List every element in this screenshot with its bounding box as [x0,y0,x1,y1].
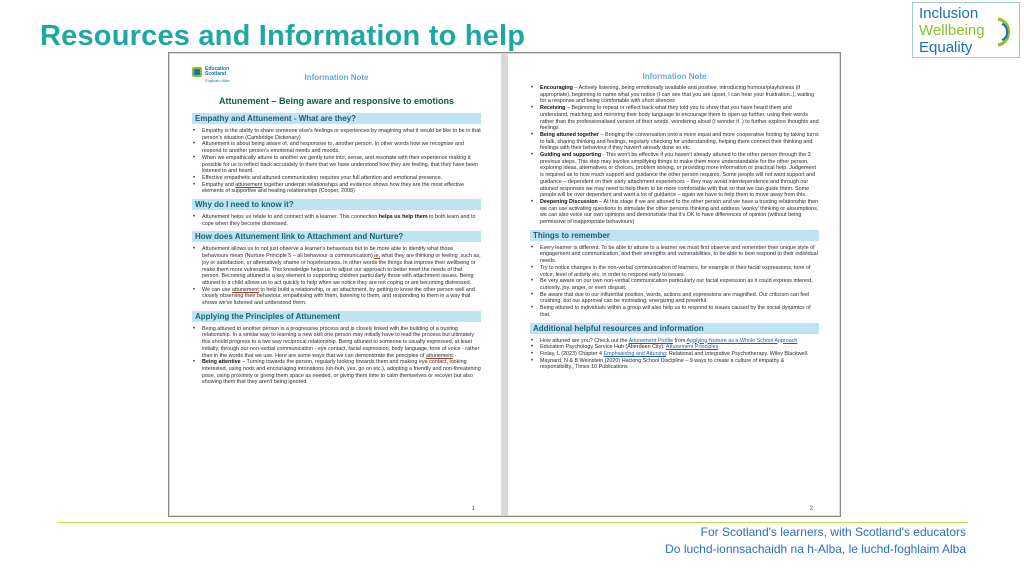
text-run: Being attuned to another person is a progressive process and is closely linked with the building of a trusting relationship. In a similar way to learning a new skill one person may initially have to lead the process but ultimately this should progress to a two way reciprocal relationship. Being attuned to someone is usually expressed, at least initially, through our non-verbal communication - eye contact, facial expression, body language, tone of voice - rather than in the words that we use. Here are some ways that we can demonstrate the principles of [202,325,480,359]
logo-word-equality: Equality [919,39,973,56]
info-note-label: Information Note [642,72,707,81]
list-item [192,326,481,360]
list-item: • Be very aware on our own non-verbal communication particularly our facial expression as it could express interest, curiosity, joy, anger, or even disgust. [530,278,819,291]
bold-run: helps us help them [378,214,428,221]
document-title: Attunement – Being aware and responsive to emotions [218,96,455,106]
list-item [192,287,481,307]
list-item [192,359,481,386]
bold-run: Being attuned together [540,131,599,138]
list-item: • When we empathically attune to another we gently tune into, sense, and resonate with their experience making it possible for us to reflect back accurately to them that we have understood how they are feeling, that they have been listened to and heard. [192,155,481,175]
section-heading: Empathy and Attunement - What are they? [192,113,481,124]
bullet-list [192,246,481,306]
text-run: to both learn and to cope when they become distressed. [202,214,476,227]
bullet-list [192,214,481,227]
text-run: Attunement allows us to not just observe a learner's behaviours but to be more able to identify what those behaviours mean (Nurture Principle 5 – all behaviour is communication) [202,246,454,260]
spellcheck-word: attunement [425,352,453,359]
text-run: – Actively listening, being emotionally available and positive, introducing humour/playfulness (if appropriate), beginning to name what you notice (I can see that you are upset, I can hear your frustration..), waiting for a response and being comfortable with short silences [540,85,815,105]
logo-word-inclusion: Inclusion [919,5,979,22]
bullet-list [192,128,481,195]
text-run: Empathy and [202,181,236,188]
text-run: Attunement helps us relate to and connect with a learner. This connection [202,214,379,221]
spellcheck-word: ie, [374,253,380,260]
section-heading: Things to remember [530,230,819,241]
text-run: How attuned are you? Check out the [540,337,629,344]
text-run: Education Psychology Service Hub (Aberdeen City): [540,344,666,351]
text-run: - This won't be effective if you haven't already attuned to the other person through the 3 previous steps. This step may involve simplifying things to make them more understandable for the other person, exploring ideas, alternatives or choices, problem solving, or providing more information or practical help. Judgement is required as to how much support and guidance the other person requires. Some people will not want support and guidance – dependent on their early attachment experiences – they may avoid interdependence and through our attuned responses we may need to help them to be more comfortable with that so that we can guide them. Some people will be over dependent and want a lot of guidance – again we have to help them to move away from this. [540,152,816,199]
list-item [530,351,819,358]
org-logo-line1: Education [205,66,230,72]
inclusion-wellbeing-equality-logo [912,2,1020,58]
document-page-1 [170,54,501,515]
section-heading: Why do I need to know it? [192,199,481,210]
section-heading: Applying the Principles of Attunement [192,311,481,322]
logo-ring-icon [994,15,1014,49]
bullet-list [530,245,819,319]
org-logo-line2: Scotland [205,71,227,77]
footer-line-1: For Scotland's learners, with Scotland's educators [700,525,966,539]
bold-run: Guiding and supporting [540,152,602,159]
link-attunement-profile[interactable]: Attunement Profile [628,337,674,344]
spellcheck-word: attunement [235,181,263,188]
text-run: Finlay, L (2023) Chapter 4 [540,350,604,357]
link-attunement-principles[interactable]: Attunement Principles [665,344,719,351]
org-logo-line3: Foghlam Alba [205,78,230,83]
text-run: – At this stage if we are attuned to the other person and we have a trusting relationship then we can use activating questions to stimulate the other persons thinking and address 'wonky' thinking or assumptions, we can also voice our own opinions and demonstrate that it's OK to have differences of opinion (without being permissive of inappropriate behaviours) [540,198,819,226]
page-number: 1 [471,506,475,512]
bold-run: Receiving [540,105,566,112]
document-page-2 [508,54,839,515]
list-item [192,246,481,286]
education-scotland-logo [192,66,252,88]
list-item: • Every learner is different. To be able to attune to a learner we must first observe and remember their unique style of engagement and communication, and their strengths and vulnerabilities, to be able to best respond to their individual needs. [530,245,819,265]
section-heading: How does Attunement link to Attachment and Nurture? [192,231,481,242]
list-item [530,105,819,132]
list-item [530,199,819,226]
spellcheck-word: attunement [231,286,259,293]
bold-run: Encouraging [540,85,573,91]
text-run: to help build a relationship, or an attachment, by getting to know the other person well and closely observing their behaviour, empathising with them, listening to them, and responding to them in a way that shows we've listened and understood them. [202,286,475,307]
footer-divider [58,522,968,523]
list-item: • Try to notice changes in the non-verbal communication of learners, for example in their facial expressions, tone of voice, level of activity etc. in order to respond early to issues. [530,265,819,278]
text-run: :- [452,352,457,359]
text-run: – Turning towards the person, regularly looking towards them and making eye contact, looking interested, using nods and encouraging intonations (uh-huh, yes, go on etc.), adopting a friendly and non-threatening pose, using proximity or giving them space as needed, or giving them time to calm themselves or recover but also showing them that they aren't being ignored. [202,359,481,386]
text-run: We can use [202,286,232,293]
list-item [530,338,819,345]
list-item [192,214,481,227]
list-item [530,152,819,199]
slide-title: Resources and Information to help [40,20,526,52]
document-preview [168,52,841,517]
bullet-list [192,326,481,386]
text-run: – Bringing the conversation onto a more equal and more cooperative footing by taking turns to talk, sharing thinking and feelings, regularly checking for understanding, helping them connect their thinking and feelings with their behaviour if they haven't already done so etc. [540,131,819,152]
link-applying-nurture[interactable]: Applying Nurture as a Whole School Approach [686,337,798,344]
page-number: 2 [809,506,813,512]
bullet-list [530,85,819,226]
list-item: • Effective empathetic and attuned communication requires your full attention and emotional presence. [192,175,481,182]
logo-word-wellbeing: Wellbeing [919,22,985,39]
list-item [530,132,819,152]
bold-run: Being attentive [202,359,241,366]
list-item [530,85,819,105]
info-note-label: Information Note [304,73,369,82]
text-run: from [673,337,687,344]
list-item: • Be aware that due to our influential position, words, actions and expressions are magnified. Our criticism can feel crushing, but our approval can be motivating, energizing and powerful. [530,292,819,305]
text-run: what they are thinking or feeling ,such as, joy or satisfaction, or alternatively shame or hopelessness. In other words the things that improve their wellbeing or make them more vulnerable. This knowledge helps us to adjust our approach to better meet the needs of that person. Becoming attuned is a key element to supporting children particularly those with attachment issues. Being attuned to a child allows us to act quickly to help when we notice they are not coping or are becoming distressed. [202,253,481,286]
list-item: • Maynard, N & B Weinstein (2020) Hacking School Discipline – 9 ways to create a culture of empathy & responsibility., Times 10 Publications [530,358,819,371]
list-item: • Being attuned to individuals within a group will also help us to respond to issues caused by the social dynamics of that. [530,305,819,318]
footer-line-2: Do luchd-ionnsachaidh na h-Alba, le luchd-foghlaim Alba [665,542,966,556]
list-item: • Attunement is about being aware of, and responsive to, another person. In other words how we recognise and respond to another person's emotional needs and moods. [192,141,481,154]
list-item [192,182,481,195]
bullet-list [530,338,819,372]
list-item [530,344,819,351]
list-item: • Empathy is the ability to share someone else's feelings or experiences by imagining what it would be like to be in that person's situation (Cambridge Dictionary) [192,128,481,141]
link-emphasising-attuning[interactable]: Emphasising and Attuning [603,350,666,357]
text-run: together underpin relationships and evidence shows how they are the most effective elements of supportive and healing relationships (Cooper, 2008) [202,181,465,195]
education-scotland-mark-icon [192,67,202,77]
section-heading: Additional helpful resources and information [530,323,819,334]
text-run: – Beginning to repeat or reflect back what they told you to show that you have heard them and understand, matching and mirroring their body language to encourage them to open up further, using their words rather than the professionalised version of their words, wondering aloud (I wonder if..) to further explore thoughts and feelings [540,105,819,132]
text-run: : Relational and Integrative Psychotherapy. Wiley Blackwell. [665,350,809,357]
bold-run: Deepening Discussion [540,198,598,205]
